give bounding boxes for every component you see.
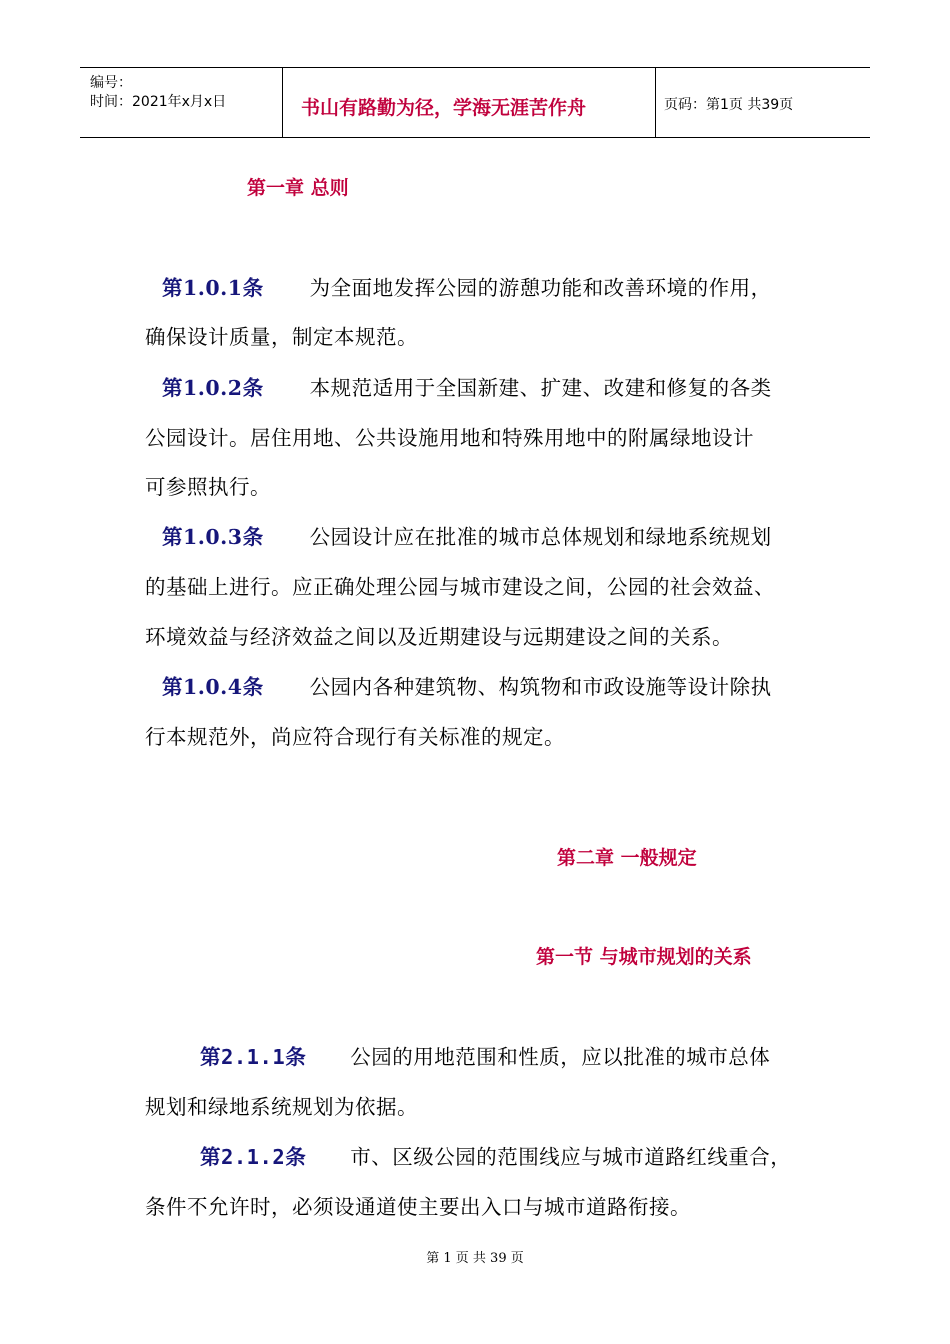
header-page-cell bbox=[656, 68, 870, 137]
article-text: 为全面地发挥公园的游憩功能和改善环境的作用， bbox=[309, 276, 772, 300]
article-cont: 确保设计质量，制定本规范。 bbox=[145, 325, 418, 349]
article-text: 公园设计应在批准的城市总体规划和绿地系统规划 bbox=[309, 525, 772, 549]
section-title: 第一节 与城市规划的关系 bbox=[536, 946, 752, 968]
article-cont: 环境效益与经济效益之间以及近期建设与远期建设之间的关系。 bbox=[145, 625, 733, 649]
number-label: 编号： bbox=[90, 75, 132, 91]
header-info-cell bbox=[80, 68, 283, 137]
article-number: 第2.1.1条 bbox=[200, 1045, 307, 1069]
article-cont: 条件不允许时，必须设通道使主要出入口与城市道路衔接。 bbox=[145, 1195, 691, 1219]
chapter1-title: 第一章 总则 bbox=[247, 177, 349, 199]
motto: 书山有路勤为径，学海无涯苦作舟 bbox=[301, 97, 587, 119]
article-number: 第2.1.2条 bbox=[200, 1145, 307, 1169]
article-number: 第1.0.3条 bbox=[162, 525, 264, 549]
page-label: 页码：第1页 共39页 bbox=[664, 97, 794, 113]
article-line bbox=[162, 520, 772, 550]
article-number: 第1.0.4条 bbox=[162, 675, 264, 699]
article-number: 第1.0.2条 bbox=[162, 376, 264, 400]
article-text: 本规范适用于全国新建、扩建、改建和修复的各类 bbox=[309, 376, 772, 400]
article-line bbox=[162, 371, 772, 401]
chapter2-title: 第二章 一般规定 bbox=[557, 847, 697, 869]
article-text: 市、区级公园的范围线应与城市道路红线重合， bbox=[350, 1145, 792, 1169]
article-cont: 公园设计。居住用地、公共设施用地和特殊用地中的附属绿地设计 bbox=[145, 426, 754, 450]
article-number: 第1.0.1条 bbox=[162, 276, 264, 300]
article-cont: 的基础上进行。应正确处理公园与城市建设之间，公园的社会效益、 bbox=[145, 575, 775, 599]
header-motto-cell bbox=[283, 68, 656, 137]
article-line bbox=[200, 1040, 770, 1070]
article-text: 公园的用地范围和性质，应以批准的城市总体 bbox=[350, 1045, 771, 1069]
article-text: 公园内各种建筑物、构筑物和市政设施等设计除执 bbox=[309, 675, 772, 699]
article-line bbox=[162, 271, 772, 301]
date-label: 时间：2021年x月x日 bbox=[90, 94, 227, 110]
article-cont: 可参照执行。 bbox=[145, 475, 271, 499]
header-table bbox=[80, 67, 870, 138]
article-line bbox=[200, 1140, 791, 1170]
article-line bbox=[162, 670, 772, 700]
article-cont: 行本规范外，尚应符合现行有关标准的规定。 bbox=[145, 725, 565, 749]
article-cont: 规划和绿地系统规划为依据。 bbox=[145, 1095, 418, 1119]
page-footer: 第 1 页 共 39 页 bbox=[426, 1251, 524, 1266]
